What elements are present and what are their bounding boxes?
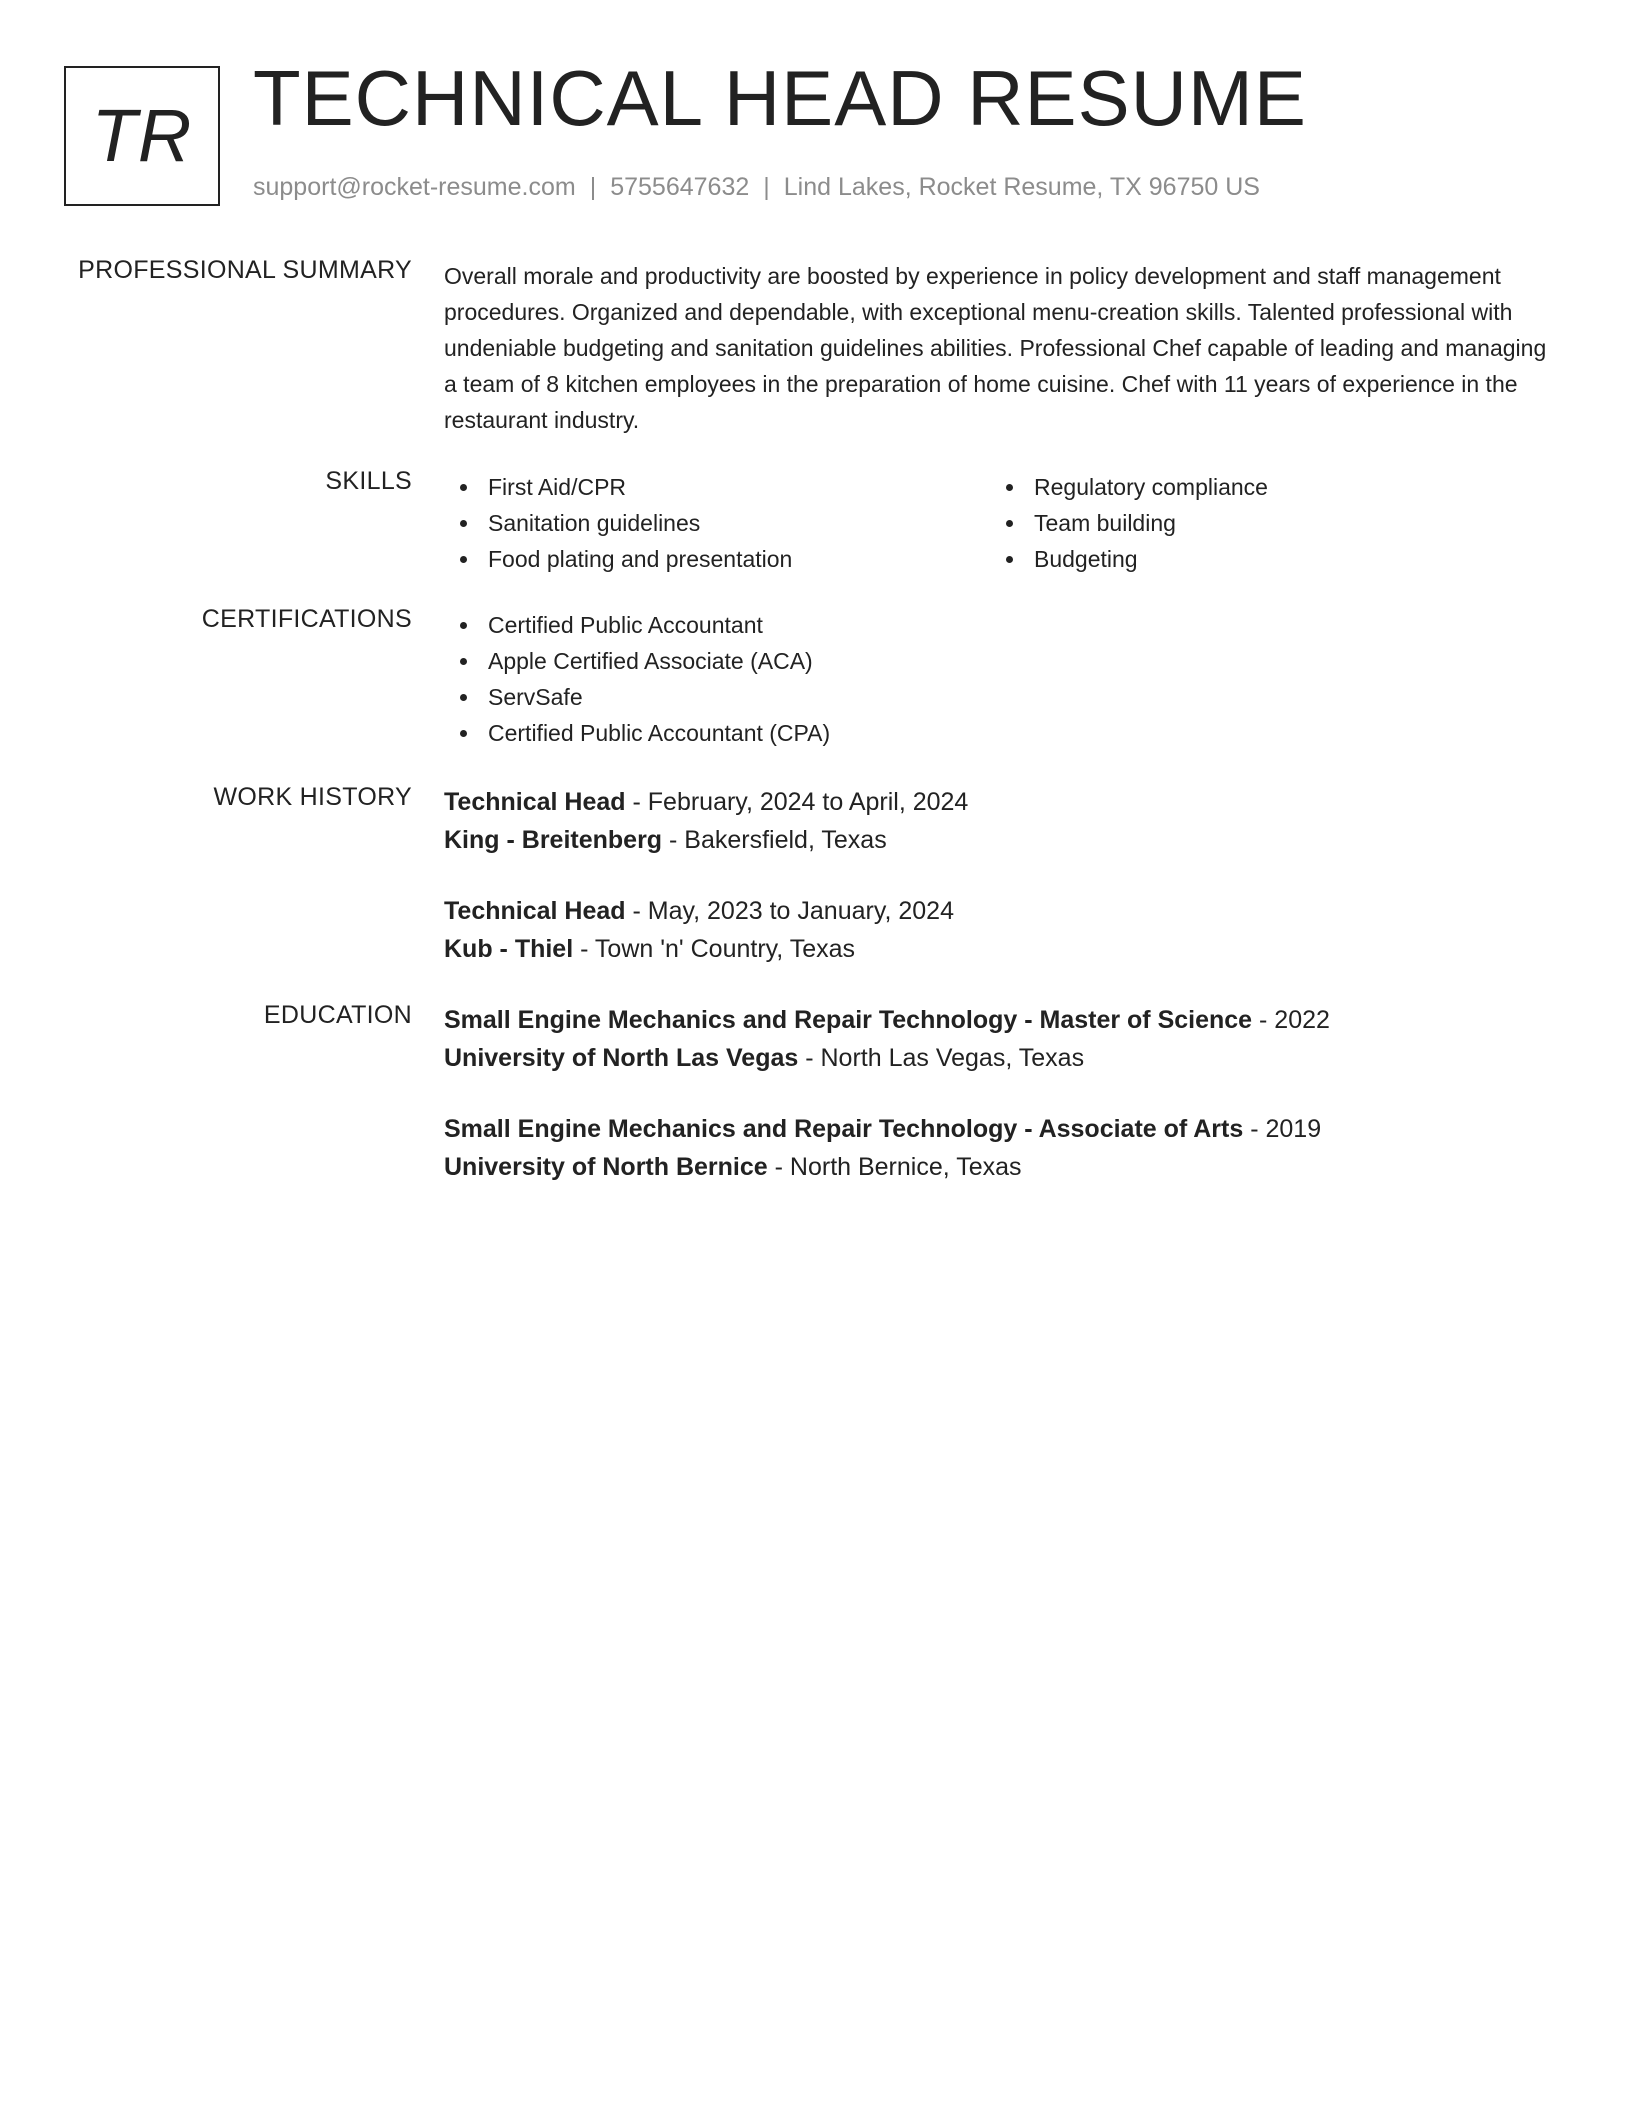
education-year: - 2022 xyxy=(1252,1006,1330,1034)
skill-item: Team building xyxy=(990,505,1536,541)
skills-label: SKILLS xyxy=(325,467,412,495)
job-title: Technical Head xyxy=(444,788,626,816)
certification-item: Apple Certified Associate (ACA) xyxy=(444,643,1559,679)
job-company: King - Breitenberg xyxy=(444,826,663,854)
summary-text: Overall morale and productivity are boosted by experience in policy development and staff management procedures. Organized and dependable, with exceptional menu-creation skills. Talented professional with undeniable budgeting and sanitation guidelines abilities. Professional Chef capable of leading and managing a team of 8 kitchen employees in the preparation of home cuisine. Chef with 11 years of experience in the restaurant industry. xyxy=(444,263,1547,433)
resume-title: TECHNICAL HEAD RESUME xyxy=(253,54,1307,142)
contact-separator: | xyxy=(589,173,597,201)
work-body xyxy=(444,783,1559,1001)
skill-item: Regulatory compliance xyxy=(990,469,1536,505)
education-school: University of North Las Vegas xyxy=(444,1044,799,1072)
skill-item: Sanitation guidelines xyxy=(444,505,990,541)
job-dates: - May, 2023 to January, 2024 xyxy=(625,897,954,925)
work-entry xyxy=(444,783,1559,859)
education-entry xyxy=(444,1110,1559,1186)
certification-item: ServSafe xyxy=(444,679,1559,715)
education-body xyxy=(444,1001,1559,1219)
monogram-box xyxy=(64,66,220,206)
job-company: Kub - Thiel xyxy=(444,935,574,963)
education-degree: Small Engine Mechanics and Repair Technology - Master of Science xyxy=(444,1006,1253,1034)
education-label: EDUCATION xyxy=(263,1001,412,1029)
skill-item: First Aid/CPR xyxy=(444,469,990,505)
contact-address: Lind Lakes, Rocket Resume, TX 96750 US xyxy=(783,173,1260,201)
education-location: - North Las Vegas, Texas xyxy=(798,1044,1085,1072)
skill-item: Food plating and presentation xyxy=(444,541,990,577)
skills-column-right xyxy=(990,469,1536,577)
summary-label: PROFESSIONAL SUMMARY xyxy=(78,256,412,284)
education-year: - 2019 xyxy=(1243,1115,1322,1143)
contact-line xyxy=(253,173,1260,202)
certifications-label: CERTIFICATIONS xyxy=(201,605,412,633)
education-school: University of North Bernice xyxy=(444,1153,768,1181)
work-label: WORK HISTORY xyxy=(213,783,412,811)
contact-phone[interactable]: 5755647632 xyxy=(610,173,750,201)
education-degree: Small Engine Mechanics and Repair Technology - Associate of Arts xyxy=(444,1115,1244,1143)
monogram: TR xyxy=(91,94,193,177)
education-location: - North Bernice, Texas xyxy=(767,1153,1022,1181)
skills-column-left xyxy=(444,469,990,577)
contact-separator: | xyxy=(763,173,770,201)
certification-item: Certified Public Accountant (CPA) xyxy=(444,715,1559,751)
summary-body xyxy=(444,258,1559,438)
job-location: - Bakersfield, Texas xyxy=(662,826,887,854)
job-location: - Town 'n' Country, Texas xyxy=(573,935,856,963)
education-entry xyxy=(444,1001,1559,1077)
job-title: Technical Head xyxy=(444,897,626,925)
skills-body xyxy=(444,469,1559,577)
skill-item: Budgeting xyxy=(990,541,1536,577)
certification-item: Certified Public Accountant xyxy=(444,607,1559,643)
job-dates: - February, 2024 to April, 2024 xyxy=(625,788,969,816)
work-entry xyxy=(444,892,1559,968)
certifications-body xyxy=(444,607,1559,751)
contact-email[interactable]: support@rocket-resume.com xyxy=(253,173,576,201)
